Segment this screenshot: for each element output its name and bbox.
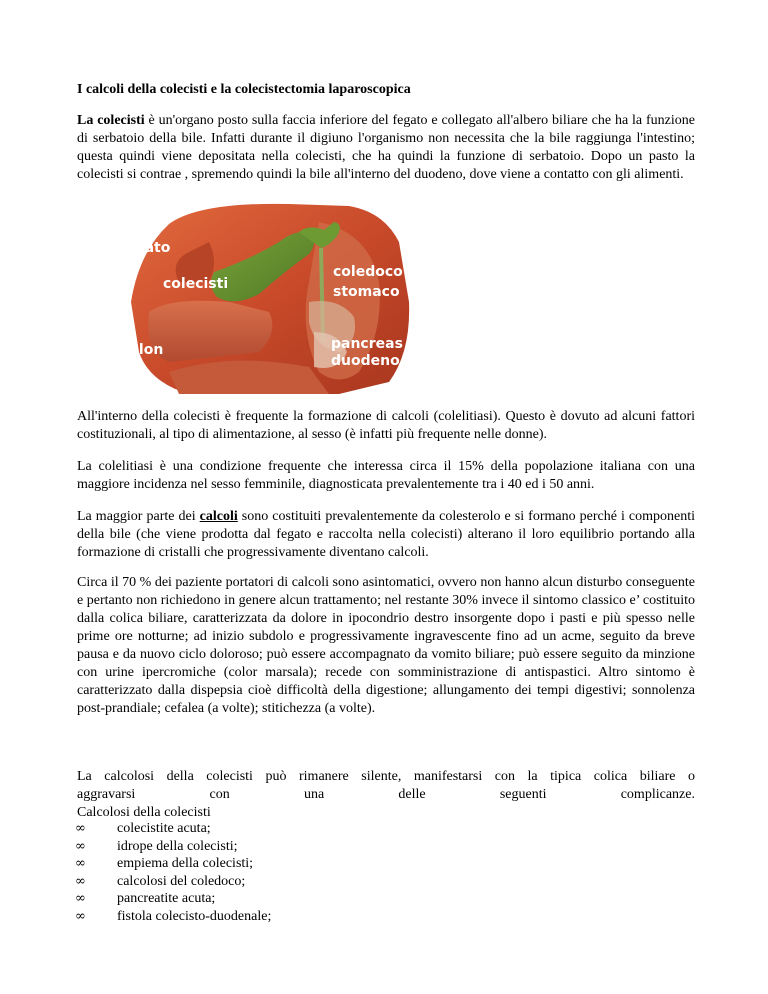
list-item xyxy=(75,855,271,873)
anatomy-image xyxy=(109,202,415,394)
list-item-text: idrope della colecisti; xyxy=(117,838,238,854)
list-item-text: calcolosi del coledoco; xyxy=(117,873,246,889)
list-item xyxy=(75,820,271,838)
colelitiasi-paragraph: All'interno della colecisti è frequente la formazione di calcoli (colelitiasi). Questo è dovuto ad alcuni fattori costituzionali, al tipo di alimentazione, al sesso (è infatti più frequente nelle donne). xyxy=(77,409,695,442)
label-stomaco: stomaco xyxy=(333,284,400,300)
word: complicanze. xyxy=(620,787,695,802)
list-item xyxy=(75,890,271,908)
bullet-icon: ∞ xyxy=(75,873,86,889)
intro-paragraph xyxy=(77,112,695,184)
list-item xyxy=(75,908,271,926)
label-colecisti: colecisti xyxy=(163,276,229,292)
list-item-text: fistola colecisto-duodenale; xyxy=(117,908,272,924)
list-item xyxy=(75,873,271,891)
list-item-text: colecistite acuta; xyxy=(117,821,211,836)
word: una xyxy=(303,787,325,802)
anatomy-illustration xyxy=(109,202,415,394)
list-item-text: pancreatite acuta; xyxy=(117,891,216,906)
incidence-paragraph: La colelitiasi è una condizione frequente che interessa circa il 15% della popolazione italiana con una maggiore incidenza nel sesso femminile, diagnosticata prevalentemente tra i 40 ed i 50 anni. xyxy=(77,459,695,492)
bullet-icon: ∞ xyxy=(75,891,86,906)
intro-text: è un'organo posto sulla faccia inferiore del fegato e collegato all'albero biliare che ha la funzione di serbatoio della bile. Infatti durante il digiuno l'organismo non necessita che la bile raggiunga l'intestino; questa quindi viene depositata nella colecisti, che ha quindi la funzione di serbatoio. Dopo un pasto la colecisti si contrae , spremendo quindi la bile all'interno del duodeno, dove viene a contatto con gli alimenti. xyxy=(77,113,695,182)
label-fegato: fegato xyxy=(119,240,171,256)
composition-text-after: sono costituiti prevalentemente da colesterolo e si formano perché i componenti della bile (che viene prodotta dal fegato e raccolta nella colecisti) alterano il loro equilibrio portando alla formazione di cristalli che progressivamente diventano calcoli. xyxy=(77,509,696,560)
word: seguenti xyxy=(499,787,547,802)
word: con xyxy=(209,787,230,802)
symptoms-paragraph: Circa il 70 % dei paziente portatori di calcoli sono asintomatici, ovvero non hanno alcun disturbo conseguente e pertanto non richiedono in genere alcun trattamento; nel restante 30% invece il sintomo classico e’ costituito dalla colica biliare, caratterizzata da dolore in ipocondrio destro insorgente dopo i pasti e più spesso nelle prime ore notturne; ad inizio subdolo e progressivamente ingravescente fino ad un acme, seguito da breve pausa e da nuovo ciclo doloroso; può essere accompagnato da vomito biliare; può essere seguito da minzione con urine ipercromiche (color marsala); recede con somministrazione di antispastici. Altro sintomo è caratterizzato dalla dispepsia cioè difficoltà della digestione; allungamento dei tempi digestivi; sonnolenza post-prandiale; cefalea (a volte); stitichezza (a volte). xyxy=(77,575,695,716)
label-colon: colon xyxy=(121,342,164,358)
complications-line-2 xyxy=(77,786,695,804)
bullet-icon: ∞ xyxy=(75,838,86,854)
complications-line-3: Calcolosi della colecisti xyxy=(77,805,211,820)
list-item xyxy=(75,838,271,856)
intro-lead: La colecisti xyxy=(77,113,145,128)
word: aggravarsi xyxy=(77,787,136,802)
bullet-icon: ∞ xyxy=(75,908,86,924)
document-title: I calcoli della colecisti e la colecistectomia laparoscopica xyxy=(77,82,411,97)
word: delle xyxy=(398,787,426,802)
complications-list xyxy=(75,820,271,925)
complications-line-1: La calcolosi della colecisti può rimanere silente, manifestarsi con la tipica colica biliare o xyxy=(77,769,695,784)
calcoli-link[interactable]: calcoli xyxy=(199,509,238,524)
label-pancreas: pancreas xyxy=(331,336,403,352)
label-coledoco: coledoco xyxy=(333,264,403,280)
bullet-icon: ∞ xyxy=(75,856,86,871)
complications-intro xyxy=(77,768,695,822)
label-duodeno: duodeno xyxy=(331,353,400,369)
composition-paragraph xyxy=(77,508,695,562)
composition-text-before: La maggior parte dei xyxy=(77,509,200,524)
list-item-text: empiema della colecisti; xyxy=(117,856,254,871)
bullet-icon: ∞ xyxy=(75,821,86,836)
